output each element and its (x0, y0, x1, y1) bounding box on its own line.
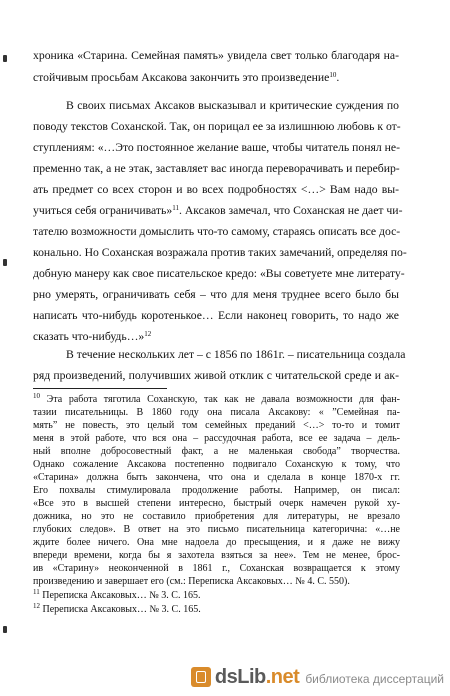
body-line: учиться себя ограничивать»$^{11}$. Аксаков замечал, что Соханская не дает чи- (33, 204, 403, 217)
body-line: В течение нескольких лет – с 1856 по 1861г. – писательница создала (66, 348, 406, 361)
dslib-brand: dsLib.net (214, 665, 300, 688)
dslib-subtitle: библиотека диссертаций (305, 672, 444, 686)
scan-mark-middle (3, 259, 7, 266)
body-line: конально. Но Соханская возражала против таких замечаний, определяя по- (33, 246, 407, 259)
footnote-line: глубоких следов». В ответ на это письмо писательница категорична: «…не (33, 524, 400, 535)
footnote-ref: 10 (329, 71, 337, 79)
body-line: ать предмет со всех сторон и во всех подробностях <…> Вам надо вы- (33, 183, 399, 196)
body-line: тателю возможности домыслить что-то самому, стараясь описать все дос- (33, 225, 401, 238)
footnote-line: произведению и завершает его (см.: Переписка Аксаковых… № 4. С. 550). (33, 576, 350, 587)
footnote-ref: 11 (172, 204, 179, 212)
footnote-line: $^{10}$ Эта работа тяготила Соханскую, так как не давала возможности для фан- (33, 392, 400, 405)
scan-mark-bottom (3, 626, 7, 633)
body-line: написать что-нибудь коротенькое… Если наконец говорить, то надо же (33, 309, 399, 322)
body-line: ступлениям: «…Это постоянное желание ваше, чтобы читатель понял не- (33, 141, 400, 154)
footnote-line: ный вполне добросовестный факт, а не маленькая свобода” творчества. (33, 446, 400, 457)
footnote-line: меня в этой работе, что вся она – рассудочная работа, все ее задача – дель- (33, 433, 400, 444)
dslib-logo-icon (191, 667, 211, 687)
scan-mark-top (3, 55, 7, 62)
footnote-number: 11 (33, 588, 40, 596)
footnote-line: впереди времени, когда бы я захотела взяться за нее». Тем не менее, брос- (33, 550, 400, 561)
body-line: стойчивым просьбам Аксакова закончить это произведение$^{10}$. (33, 71, 340, 84)
body-line: В своих письмах Аксаков высказывал и критические суждения по (66, 99, 399, 112)
footnote-line: ив «Старину» неоконченной в 1861 г., Соханская возвращается к этому (33, 563, 400, 574)
footnote-line: ждите более ничего. Она мне надоела до пресыщения, и я даже не вижу (33, 537, 400, 548)
body-line: рно умерять, ограничивать себя – что для меня труднее всего было бы (33, 288, 399, 301)
body-line: хроника «Старина. Семейная память» увидела свет только благодаря на- (33, 49, 399, 62)
footnote-ref: 12 (144, 330, 152, 338)
footnote-line: Однако сожаление Аксакова постепенно подвигало Соханскую к тому, что (33, 459, 400, 470)
footnote-separator (33, 388, 167, 389)
footnote-line: Его похвалы стимулировала продолжение работы. Например, он писал: (33, 485, 400, 496)
body-line: поводу текстов Соханской. Так, он порицал ее за излишнюю любовь к от- (33, 120, 401, 133)
footnote-line: $^{12}$ Переписка Аксаковых… № 3. С. 165. (33, 602, 201, 615)
footnote-line: $^{11}$ Переписка Аксаковых… № 3. С. 165. (33, 588, 201, 601)
body-line: добную манеру как свое писательское кредо: «Вы советуете мне литерату- (33, 267, 405, 280)
footnote-number: 12 (33, 602, 40, 610)
body-line: ряд произведений, получивших живой отклик с читательской среде и ак- (33, 369, 399, 382)
footnote-line: «Старина» должна быть закончена, что она и сделала в конце 1870-х гг. (33, 472, 400, 483)
footnote-line: тазии писательницы. В 1860 году она писала Аксакову: « ”Семейная па- (33, 407, 400, 418)
footnote-number: 10 (33, 392, 40, 400)
body-line: сказать что-нибудь…»$^{12}$ (33, 330, 152, 343)
footnote-line: дожника, но это не составило приобретения для литературы, не врезало (33, 511, 400, 522)
footnote-line: «Все это в высшей степени интересно, быстрый очерк намечен рукой ху- (33, 498, 400, 509)
footnote-line: мять” не повесть, это целый том семейных преданий <…> то-то и томит (33, 420, 400, 431)
dslib-watermark[interactable] (191, 664, 444, 690)
body-line: пременно так, а не этак, заставляет вас иногда переворачивать и перебир- (33, 162, 400, 175)
